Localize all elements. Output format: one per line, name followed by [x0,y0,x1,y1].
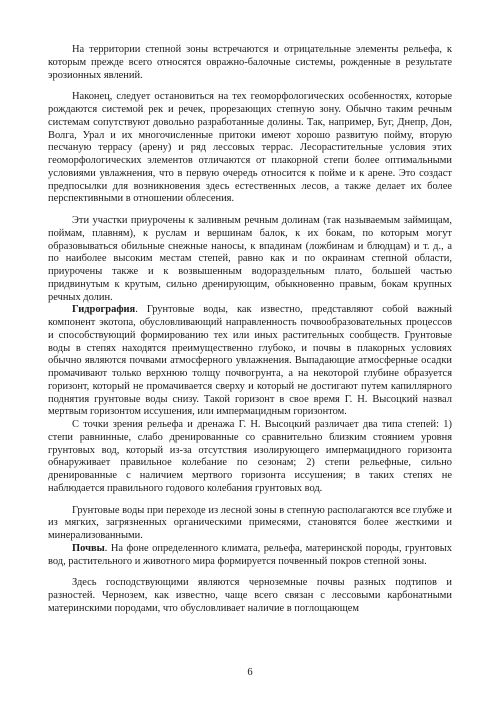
paragraph-chernozem [48,577,452,615]
paragraph-text: Эти участки приурочены к заливным речным долинам (так называемым займищам, поймам, плавням), к руслам и вершинам балок, к их бокам, по которым могут образовываться обильные снежные наносы, к впадинам (ложбинам и блюдцам) и т. д., а по наиболее высоким местам степей, равно как и по окраинам степной области, приурочены также и к возвышенным водораздельным плато, большей частью придвинутым к крутым, сильно дренирующим, обыкновенно правым, бокам крупных речных долин. [48,215,452,303]
paragraph-gap [48,496,452,505]
page-number: 6 [247,667,253,678]
paragraph-text: . Грунтовые воды, как известно, представляют собой важный компонент экотопа, обусловливающий направленность почвообразовательных процессов и способствующий формированию тех или иных растительных сообществ. Грунтовые воды в степях находятся преимущественно глубоко, и почвы в плакорных условиях обычно являются почвами атмосферного увлажнения. Выпадающие атмосферные осадки промачивают только верхнюю толщу почвогрунта, а на некоторой глубине образуется горизонт, который не промачивается сверху и который не достигают путем капиллярного поднятия грунтовые воды снизу. Такой горизонт в свое время Г. Н. Высоцкий назвал мертвым горизонтом иссушения, или импермацидным горизонтом. [48,304,452,418]
paragraph-gap [48,82,452,91]
paragraph-groundwater-depth [48,505,452,543]
paragraph-soils [48,543,452,569]
section-heading-hydrography: Гидрография [72,304,136,316]
paragraph-text: Здесь господствующими являются черноземные почвы разных подтипов и разностей. Чернозем, как известно, чаще всего связан с лессовыми карбонатными материнскими породами, что обусловливает наличие в поглощающем [48,577,452,614]
paragraph-steppe-types [48,419,452,496]
paragraph-floodplains [48,215,452,304]
paragraph-text: Грунтовые воды при переходе из лесной зоны в степную располагаются все глубже и из мягких, загрязненных органическими примесями, становятся более жесткими и минерализованными. [48,504,452,541]
paragraph-text: На территории степной зоны встречаются и отрицательные элементы рельефа, к которым прежде всего относятся овражно-балочные системы, рожденные в результате эрозионных явлений. [48,44,452,81]
paragraph-text: . На фоне определенного климата, рельефа, материнской породы, грунтовых вод, растительного и животного мира формируется почвенный покров степной зоны. [48,542,452,567]
paragraph-text: Наконец, следует остановиться на тех геоморфологических особенностях, которые рождаются системой рек и речек, прорезающих степную зону. Обычно таким речным системам сопутствуют довольно разработанные долины. Так, например, Буг, Днепр, Дон, Волга, Урал и их многочисленные притоки имеют хорошо развитую пойму, вторую песчаную террасу (арену) и ряд лессовых террас. Лесорастительные условия этих геоморфологических элементов отличаются от плакорной степи более оптимальными условиями увлажнения, что в первую очередь относится к пойме и к арене. Это создаст предпосылки для возникновения здесь естественных лесов, а также делает их более перспективными в отношении облесения. [48,91,452,205]
paragraph-text: С точки зрения рельефа и дренажа Г. Н. Высоцкий различает два типа степей: 1) степи равнинные, слабо дренированные со сравнительно близким стоянием уровня грунтовых вод, который из-за отсутствия изолирующего импермацидного горизонта обнаруживает правильное колебание по сезонам; 2) степи рельефные, сильно дренированные с наличием мертвого горизонта иссушения; в таких степях не наблюдается правильного годового колебания грунтовых вод. [48,419,452,494]
paragraph-hydrography [48,304,452,419]
paragraph-river-systems [48,91,452,206]
section-heading-soils: Почвы [72,542,105,554]
paragraph-gap [48,568,452,577]
paragraph-relief-negative [48,44,452,82]
paragraph-gap [48,206,452,215]
